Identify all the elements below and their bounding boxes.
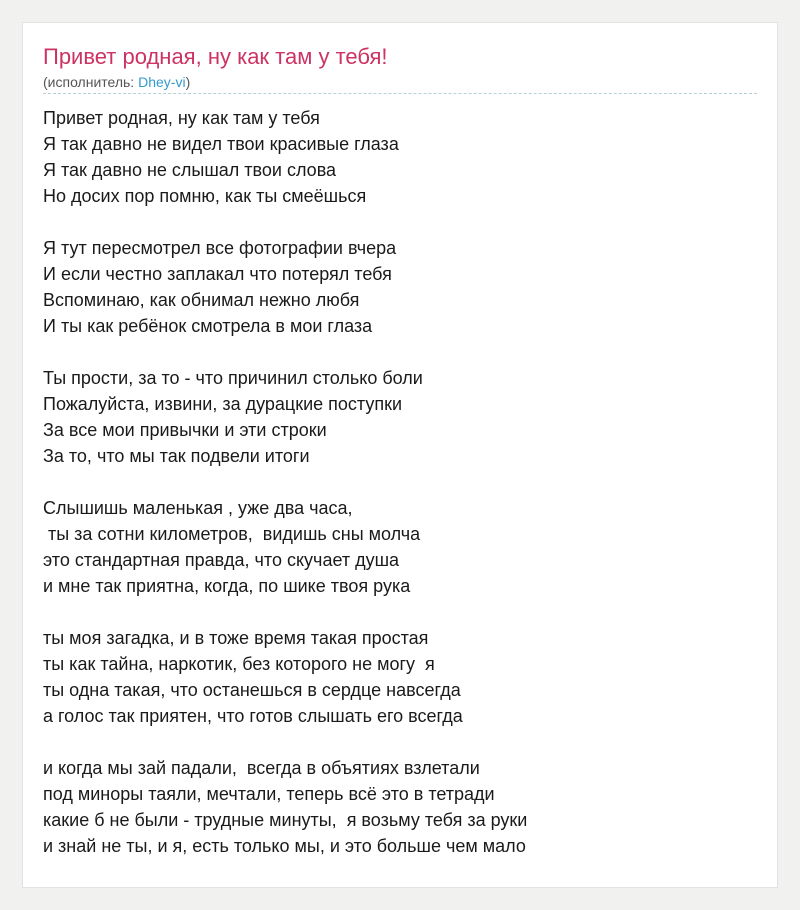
lyrics-line: и когда мы зай падали, всегда в объятиях взлетали [43,758,480,778]
lyrics-card [22,22,778,888]
lyrics-line: Вспоминаю, как обнимал нежно любя [43,290,360,310]
lyrics-line: ты как тайна, наркотик, без которого не могу я [43,654,435,674]
lyrics-line: Слышишь маленькая , уже два часа, [43,498,353,518]
lyrics-stanza [43,625,757,729]
lyrics-line: а голос так приятен, что готов слышать его всегда [43,706,463,726]
lyrics-line: Но досих пор помню, как ты смеёшься [43,186,367,206]
lyrics-line: За все мои привычки и эти строки [43,420,327,440]
lyrics-line: ты одна такая, что останешься в сердце навсегда [43,680,461,700]
lyrics-line: ты моя загадка, и в тоже время такая простая [43,628,429,648]
lyrics-line: Пожалуйста, извини, за дурацкие поступки [43,394,403,414]
lyrics-stanza [43,235,757,339]
lyrics-line: И если честно заплакал что потерял тебя [43,264,392,284]
lyrics-line: И ты как ребёнок смотрела в мои глаза [43,316,373,336]
lyrics-line: Привет родная, ну как там у тебя [43,108,320,128]
lyrics-line: Я так давно не видел твои красивые глаза [43,134,399,154]
artist-suffix: ) [185,74,191,90]
artist-prefix: (исполнитель: [43,74,139,90]
lyrics-line: За то, что мы так подвели итоги [43,446,310,466]
lyrics-stanza [43,495,757,599]
artist-line [43,73,190,91]
artist-link[interactable]: Dhey-vi [138,74,186,90]
lyrics-line: и знай не ты, и я, есть только мы, и это больше чем мало [43,836,526,856]
lyrics-line: ты за сотни километров, видишь сны молча [43,524,421,544]
lyrics-line: Я так давно не слышал твои слова [43,160,337,180]
song-title: Привет родная, ну как там у тебя! [43,44,388,69]
lyrics-stanza [43,365,757,469]
lyrics-line: это стандартная правда, что скучает душа [43,550,400,570]
lyrics-line: под миноры таяли, мечтали, теперь всё это в тетради [43,784,495,804]
lyrics-line: Я тут пересмотрел все фотографии вчера [43,238,397,258]
lyrics-line: Ты прости, за то - что причинил столько боли [43,368,423,388]
lyrics-body [43,105,757,885]
lyrics-stanza [43,105,757,209]
lyrics-line: какие б не были - трудные минуты, я возьму тебя за руки [43,810,528,830]
lyrics-line: и мне так приятна, когда, по шике твоя рука [43,576,411,596]
title-divider [43,93,757,94]
lyrics-stanza [43,755,757,859]
